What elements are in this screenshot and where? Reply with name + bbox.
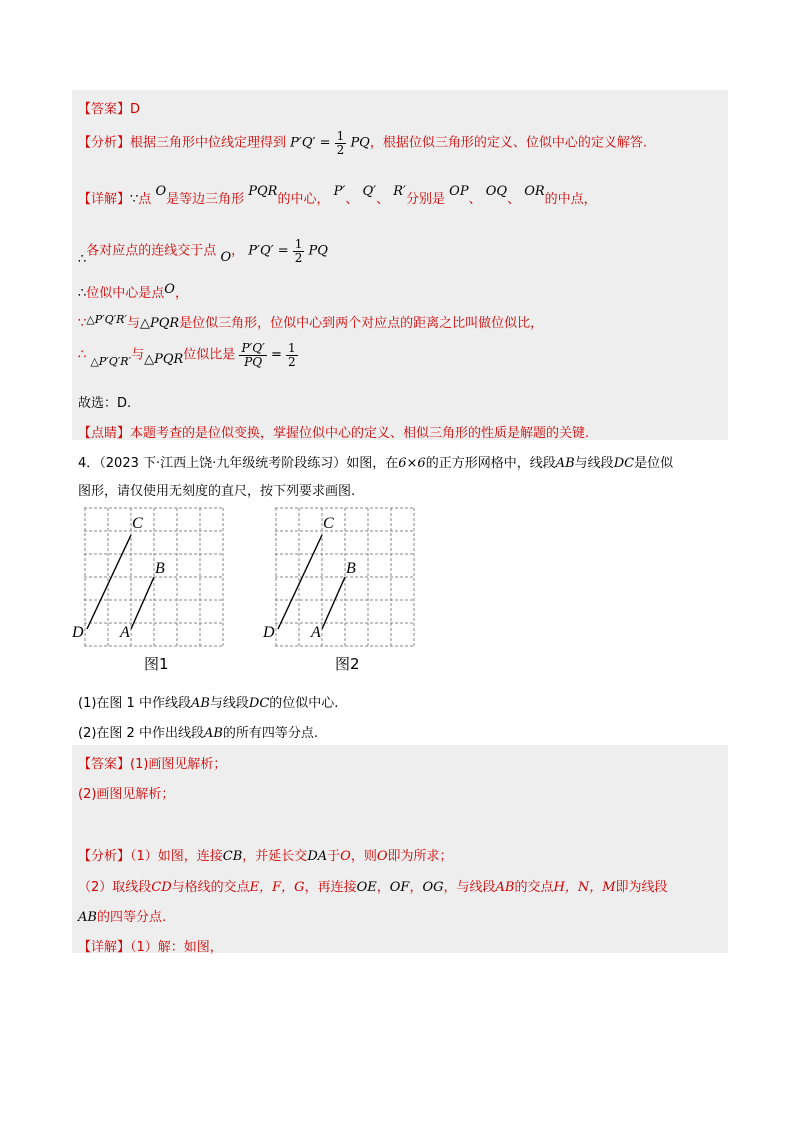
q4-detail-line (78, 936, 223, 955)
symbol-PQR: PQR (248, 184, 278, 199)
fraction-numerator: 1 (294, 237, 303, 251)
segment-DC (87, 535, 131, 629)
because-symbol: ∵ (130, 192, 139, 207)
analysis-text: （1）如图，连接 (130, 849, 223, 864)
segment-CD: CD (151, 880, 172, 895)
separator: 、 (376, 192, 390, 207)
q4-sub1 (78, 692, 338, 711)
q3-detail-line-5 (78, 342, 298, 368)
symbol-O: O (164, 282, 175, 297)
detail-text-2: 位似比是 (183, 347, 236, 363)
q4-sub2 (78, 722, 318, 741)
segment-AB: AB (78, 910, 97, 925)
sub-text: (2)在图 2 中作出线段 (78, 726, 204, 741)
therefore-symbol: ∴ (78, 251, 87, 267)
fraction-numerator: P′Q′ (241, 341, 265, 355)
detail-text-3: 的中心， (277, 192, 330, 207)
analysis-text-5: 即为所求； (387, 849, 453, 864)
analysis-text-3: ，再连接 (304, 880, 357, 895)
comment-tag: 【点睛】 (78, 426, 131, 441)
detail-tag: 【详解】 (78, 192, 131, 207)
sub-text-3: 的位似中心. (269, 696, 339, 711)
point-O: O (340, 849, 351, 864)
q3-detail-line-3 (78, 282, 188, 301)
stem-text-4: 是位似 (634, 456, 674, 471)
q3-detail-line-4 (78, 312, 543, 331)
analysis-text-2: 与格线的交点 (171, 880, 250, 895)
q3-comment-line (78, 422, 589, 441)
comma: ， (409, 880, 423, 895)
points-EFG: E，F，G (249, 880, 305, 895)
segment-OE: OE (356, 880, 377, 895)
sub-text-2: 与线段 (209, 696, 249, 711)
figure-2-caption: 图2 (335, 655, 360, 673)
q4-analysis-line-1 (78, 845, 453, 864)
label-D: D (72, 624, 84, 641)
symbol-triangle-prime: △P′Q′R′ (86, 313, 127, 326)
detail-text: 点 (138, 192, 152, 207)
analysis-text-5: 的交点 (514, 880, 554, 895)
segment-AB: AB (495, 880, 515, 895)
sub-text-2: 的所有四等分点. (222, 726, 319, 741)
therefore-symbol: ∴ (78, 286, 87, 301)
analysis-tag: 【分析】 (78, 135, 131, 151)
detail-text-2: 是等边三角形 (166, 192, 245, 207)
segment-OF: OF (389, 880, 410, 895)
segment-DC: DC (248, 696, 270, 711)
analysis-text-2: ，根据位似三角形的定义、位似中心的定义解答. (369, 135, 647, 151)
fraction-half (335, 130, 347, 156)
points-HNM: H，N，M (553, 880, 616, 895)
segment-AB: AB (555, 456, 575, 471)
fraction-denominator: 2 (294, 250, 303, 265)
segment-OG: OG (422, 880, 444, 895)
fraction-ratio (239, 342, 266, 368)
q4-figures (72, 505, 424, 680)
comma: ， (174, 286, 188, 301)
separator: 、 (345, 192, 359, 207)
segment-AB: AB (190, 696, 210, 711)
segment-DC: DC (613, 456, 635, 471)
equals-sign: = (270, 347, 282, 363)
answer-value: D (130, 102, 141, 117)
detail-text-5: 的中点， (544, 192, 597, 207)
detail-text: 与 (131, 347, 145, 363)
fraction-half (293, 238, 305, 264)
segment-DC (278, 535, 322, 629)
fraction-denominator: 2 (288, 354, 296, 369)
analysis-text-4: ，与线段 (443, 880, 496, 895)
separator: 、 (468, 192, 482, 207)
answer-tag: 【答案】 (78, 102, 131, 117)
analysis-text-3: 于 (327, 849, 341, 864)
comment-text: 本题考查的是位似变换，掌握位似中心的定义、相似三角形的性质是解题的关键. (130, 426, 590, 441)
label-B: B (346, 560, 356, 577)
segment-AB: AB (203, 726, 223, 741)
symbol-P-prime: P′ (333, 184, 346, 199)
analysis-text-2: ，并延长交 (242, 849, 308, 864)
q4-stem-line-2: 图形，请仅使用无刻度的直尺，按下列要求画图. (78, 484, 356, 499)
label-D: D (263, 624, 275, 641)
detail-text: 位似中心是点 (86, 286, 165, 301)
segment-DA: DA (307, 849, 328, 864)
label-C: C (132, 515, 143, 532)
figure-1 (71, 508, 224, 673)
label-B: B (155, 560, 165, 577)
therefore-symbol: ∴ (78, 347, 87, 363)
stem-text: 4．（2023 下·江西上饶·九年级统考阶段练习）如图，在 (78, 456, 399, 471)
q3-answer-line (78, 98, 140, 117)
analysis-text: （2）取线段 (78, 880, 152, 895)
symbol-O: O (220, 249, 232, 265)
symbol-O: O (155, 184, 167, 199)
because-symbol: ∵ (78, 316, 87, 331)
q3-detail-line-2 (78, 237, 328, 267)
answer-text: (1)画图见解析； (130, 757, 227, 772)
q3-conclusion: 故选：D. (78, 396, 132, 411)
label-A: A (311, 624, 321, 641)
formula-lhs: P′Q′ = (290, 135, 331, 151)
analysis-text: 的四等分点. (96, 910, 167, 925)
grid-size: 6×6 (398, 456, 426, 471)
symbol-triangle: △PQR (139, 316, 180, 331)
figure-2 (262, 508, 415, 673)
symbol-OR: OR (524, 184, 545, 199)
symbol-OQ: OQ (485, 184, 508, 199)
analysis-text: 根据三角形中位线定理得到 (130, 135, 287, 151)
label-C: C (323, 515, 334, 532)
fraction-denominator: 2 (336, 142, 345, 157)
point-O: O (376, 849, 388, 864)
segment-CB: CB (222, 849, 243, 864)
detail-tag: 【详解】 (78, 940, 131, 955)
segment-AB (131, 577, 154, 629)
separator: 、 (507, 192, 521, 207)
analysis-text-4: ，则 (350, 849, 377, 864)
sub-text: (1)在图 1 中作线段 (78, 696, 191, 711)
analysis-text-6: 即为线段 (615, 880, 668, 895)
q4-answer-line-1 (78, 753, 226, 772)
symbol-R-prime: R′ (393, 184, 407, 199)
q3-analysis-line (78, 130, 647, 156)
label-A: A (120, 624, 130, 641)
detail-text-2: 是位似三角形，位似中心到两个对应点的距离之比叫做位似比， (179, 316, 544, 331)
detail-text: （1）解：如图， (130, 940, 223, 955)
symbol-triangle-prime: △P′Q′R′ (90, 354, 132, 368)
symbol-OP: OP (449, 184, 469, 199)
fraction-numerator: 1 (336, 129, 345, 143)
segment-AB (322, 577, 345, 629)
q4-stem-line-1 (78, 452, 673, 471)
detail-text: 各对应点的连线交于点 (86, 243, 217, 259)
comma: ， (376, 880, 390, 895)
detail-text-4: 分别是 (406, 192, 446, 207)
analysis-tag: 【分析】 (78, 849, 131, 864)
formula-rhs: PQ (350, 135, 370, 151)
stem-text-2: 的正方形网格中，线段 (425, 456, 556, 471)
fraction-denominator: PQ (244, 354, 263, 369)
answer-tag: 【答案】 (78, 757, 131, 772)
comma: ， (231, 243, 245, 259)
formula-lhs: P′Q′ = (248, 243, 289, 259)
formula-rhs: PQ (308, 243, 328, 259)
stem-text-3: 与线段 (574, 456, 614, 471)
symbol-Q-prime: Q′ (362, 184, 377, 199)
q4-answer-line-2: (2)画图见解析； (78, 787, 175, 802)
figure-1-caption: 图1 (144, 655, 169, 673)
q3-detail-line-1 (78, 184, 597, 207)
q4-analysis-line-2 (78, 876, 668, 895)
q4-analysis-line-3 (78, 906, 166, 925)
detail-text: 与 (126, 316, 140, 331)
fraction-numerator: 1 (288, 341, 296, 355)
symbol-triangle: △PQR (144, 351, 184, 367)
fraction-half (286, 342, 298, 368)
